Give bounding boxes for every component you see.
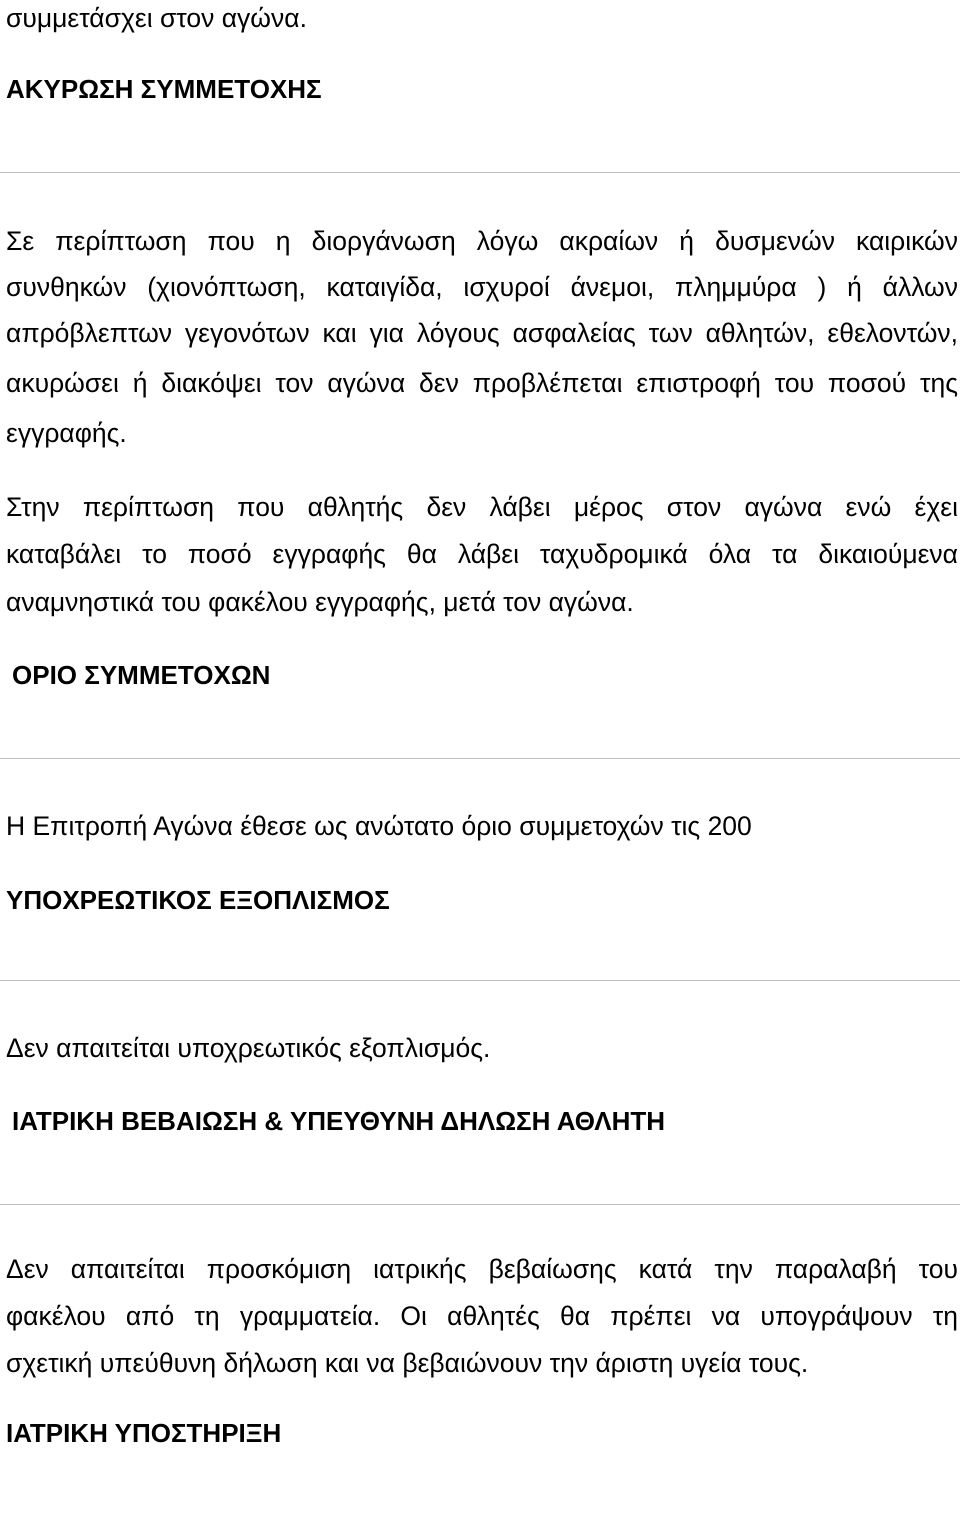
equipment-text: Δεν απαιτείται υποχρεωτικός εξοπλισμός. xyxy=(6,1033,491,1063)
intro-tail-text: συμμετάσχει στον αγώνα. xyxy=(6,3,307,33)
cancellation-p2-line: Στην περίπτωση που αθλητής δεν λάβει μέρος στον αγώνα ενώ έχει xyxy=(6,492,958,522)
medical-certificate-line: φακέλου από τη γραμματεία. Οι αθλητές θα πρέπει να υπογράψουν τη xyxy=(6,1301,958,1331)
medical-certificate-line: Δεν απαιτείται προσκόμιση ιατρικής βεβαίωσης κατά την παραλαβή του xyxy=(6,1254,958,1284)
medical-certificate-heading: ΙΑΤΡΙΚΗ ΒΕΒΑΙΩΣΗ & ΥΠΕΥΘΥΝΗ ΔΗΛΩΣΗ ΑΘΛΗΤΗ xyxy=(12,1106,666,1136)
section-divider xyxy=(0,758,960,759)
cancellation-p1-line: ακυρώσει ή διακόψει τον αγώνα δεν προβλέπεται επιστροφή του ποσού της xyxy=(6,368,958,398)
cancellation-heading: ΑΚΥΡΩΣΗ ΣΥΜΜΕΤΟΧΗΣ xyxy=(6,74,322,104)
cancellation-p1-line: απρόβλεπτων γεγονότων και για λόγους ασφαλείας των αθλητών, εθελοντών, xyxy=(6,318,958,348)
limit-text: Η Επιτροπή Αγώνα έθεσε ως ανώτατο όριο συμμετοχών τις 200 xyxy=(6,811,752,841)
section-divider xyxy=(0,172,960,173)
cancellation-p1-line: συνθηκών (χιονόπτωση, καταιγίδα, ισχυροί άνεμοι, πλημμύρα ) ή άλλων xyxy=(6,272,958,302)
medical-support-heading: ΙΑΤΡΙΚΗ ΥΠΟΣΤΗΡΙΞΗ xyxy=(6,1418,282,1448)
cancellation-p2-line: καταβάλει το ποσό εγγραφής θα λάβει ταχυδρομικά όλα τα δικαιούμενα xyxy=(6,539,958,569)
cancellation-p2-line: αναμνηστικά του φακέλου εγγραφής, μετά τον αγώνα. xyxy=(6,587,634,617)
section-divider xyxy=(0,1204,960,1205)
cancellation-p1-line: εγγραφής. xyxy=(6,418,127,448)
section-divider xyxy=(0,980,960,981)
limit-heading: ΟΡΙΟ ΣΥΜΜΕΤΟΧΩΝ xyxy=(12,660,271,690)
equipment-heading: ΥΠΟΧΡΕΩΤΙΚΟΣ ΕΞΟΠΛΙΣΜΟΣ xyxy=(6,885,390,915)
cancellation-p1-line: Σε περίπτωση που η διοργάνωση λόγω ακραίων ή δυσμενών καιρικών xyxy=(6,226,958,256)
medical-certificate-line: σχετική υπεύθυνη δήλωση και να βεβαιώνουν την άριστη υγεία τους. xyxy=(6,1348,809,1378)
